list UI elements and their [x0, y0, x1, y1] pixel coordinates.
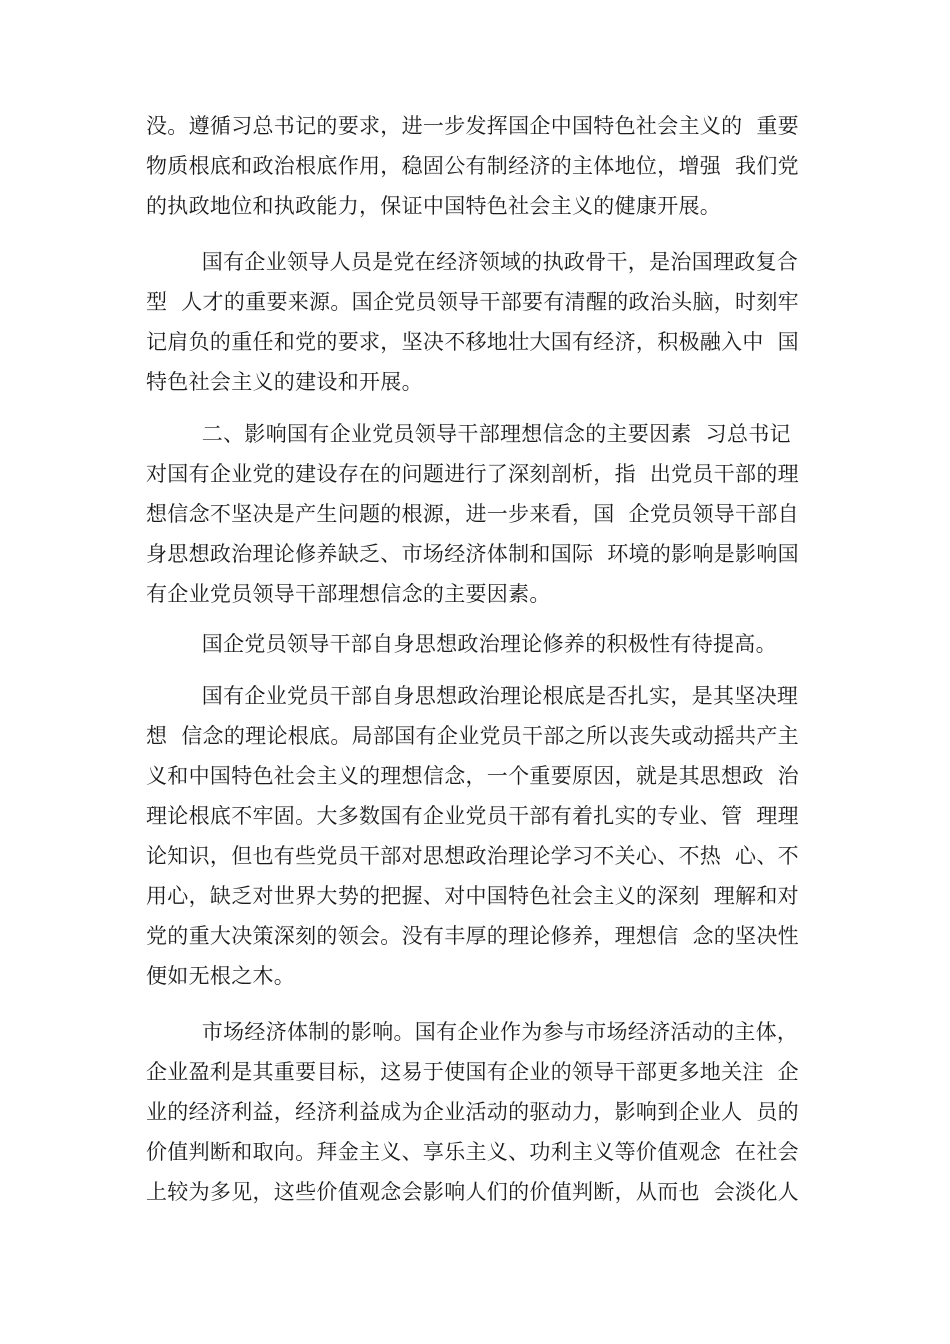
text-line: 对国有企业党的建设存在的问题进行了深刻剖析，指 出党员干部的理 [146, 462, 799, 486]
text-line: 国有企业党员干部自身思想政治理论根底是否扎实，是其坚决理 [146, 684, 799, 708]
text-line: 义和中国特色社会主义的理想信念，一个重要原因，就是其思想政 治 [146, 764, 799, 788]
text-line: 想信念不坚决是产生问题的根源，进一步来看，国 企党员领导干部自 [146, 502, 799, 526]
text-line: 型 人才的重要来源。国企党员领导干部要有清醒的政治头脑，时刻牢 [146, 290, 799, 314]
paragraph-2 [146, 242, 806, 402]
text-line: 党的重大决策深刻的领会。没有丰厚的理论修养，理想信 念的坚决性 [146, 924, 799, 948]
text-line: 论知识，但也有些党员干部对思想政治理论学习不关心、不热 心、不 [146, 844, 799, 868]
paragraph-5 [146, 676, 806, 996]
text-line: 业的经济利益，经济利益成为企业活动的驱动力，影响到企业人 员的 [146, 1100, 799, 1124]
paragraph-1 [146, 106, 806, 226]
text-line: 想 信念的理论根底。局部国有企业党员干部之所以丧失或动摇共产主 [146, 724, 799, 748]
text-line: 特色社会主义的建设和开展。 [146, 370, 423, 394]
text-line: 二、影响国有企业党员领导干部理想信念的主要因素 习总书记 [146, 422, 791, 446]
text-line: 理论根底不牢固。大多数国有企业党员干部有着扎实的专业、管 理理 [146, 804, 799, 828]
text-line: 上较为多见，这些价值观念会影响人们的价值判断，从而也 会淡化人 [146, 1180, 799, 1204]
paragraph-4 [146, 624, 806, 664]
text-line: 国企党员领导干部自身思想政治理论修养的积极性有待提高。 [146, 632, 777, 656]
text-line: 的执政地位和执政能力，保证中国特色社会主义的健康开展。 [146, 194, 722, 218]
text-line: 便如无根之木。 [146, 964, 296, 988]
text-line: 记肩负的重任和党的要求，坚决不移地壮大国有经济，积极融入中 国 [146, 330, 799, 354]
text-line: 身思想政治理论修养缺乏、市场经济体制和国际 环境的影响是影响国 [146, 542, 799, 566]
text-line: 市场经济体制的影响。国有企业作为参与市场经济活动的主体， [146, 1020, 799, 1044]
paragraph-6 [146, 1012, 806, 1212]
text-line: 有企业党员领导干部理想信念的主要因素。 [146, 582, 551, 606]
text-line: 用心，缺乏对世界大势的把握、对中国特色社会主义的深刻 理解和对 [146, 884, 799, 908]
text-line: 企业盈利是其重要目标，这易于使国有企业的领导干部更多地关注 企 [146, 1060, 799, 1084]
text-line: 物质根底和政治根底作用，稳固公有制经济的主体地位，增强 我们党 [146, 154, 799, 178]
text-line: 国有企业领导人员是党在经济领域的执政骨干，是治国理政复合 [146, 250, 799, 274]
paragraph-3 [146, 414, 806, 614]
text-line: 没。遵循习总书记的要求，进一步发挥国企中国特色社会主义的 重要 [146, 114, 799, 138]
text-line: 价值判断和取向。拜金主义、享乐主义、功利主义等价值观念 在社会 [146, 1140, 799, 1164]
